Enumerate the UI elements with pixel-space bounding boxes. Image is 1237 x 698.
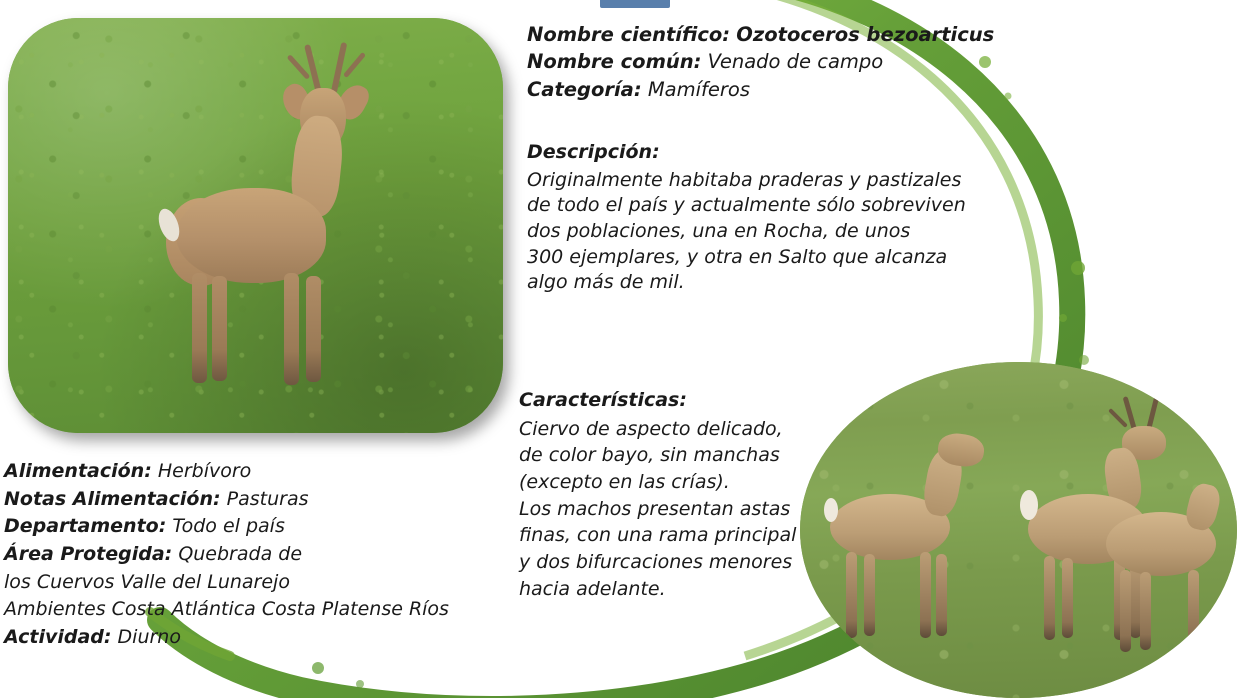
characteristics-line-1: Ciervo de aspecto delicado, (519, 417, 783, 440)
protected-area-line (4, 542, 449, 567)
species-header-block (527, 22, 994, 104)
scientific-name-label: Nombre científico: (527, 23, 731, 46)
top-decoration-fragment (600, 0, 670, 8)
common-name-value: Venado de campo (707, 50, 884, 74)
common-name-line (527, 49, 994, 74)
characteristics-heading: Características: (519, 389, 687, 411)
description-line-2: de todo el país y actualmente sólo sobreviven (527, 194, 966, 217)
department-label: Departamento: (4, 515, 167, 538)
description-heading: Descripción: (527, 141, 660, 163)
characteristics-line-5: finas, con una rama principal (519, 524, 797, 547)
environments-value: Ambientes Costa Atlántica Costa Platense Ríos (4, 598, 449, 621)
characteristics-line-6: y dos bifurcaciones menores (519, 551, 793, 574)
characteristics-line-4: Los machos presentan astas (519, 497, 791, 520)
common-name-label: Nombre común: (527, 50, 702, 74)
main-deer-photo (8, 18, 503, 433)
feeding-notes-label: Notas Alimentación: (4, 487, 221, 510)
secondary-deer-photo (800, 362, 1237, 698)
feeding-notes-value: Pasturas (226, 487, 309, 510)
description-line-1: Originalmente habitaba praderas y pastizales (527, 168, 962, 191)
description-line-3: dos poblaciones, una en Rocha, de unos (527, 220, 911, 243)
deer-illustration (158, 48, 418, 398)
activity-line (4, 625, 449, 650)
description-line-4: 300 ejemplares, y otra en Salto que alcanza (527, 245, 948, 268)
characteristics-block (519, 388, 796, 604)
feeding-notes-line (4, 487, 449, 512)
details-block (4, 459, 449, 653)
protected-area-value-2: los Cuervos Valle del Lunarejo (4, 570, 290, 593)
category-value: Mamíferos (647, 77, 750, 101)
characteristics-line-2: de color bayo, sin manchas (519, 444, 780, 467)
protected-area-value-1: Quebrada de (178, 543, 303, 566)
description-block (527, 140, 966, 296)
characteristics-line-7: hacia adelante. (519, 577, 666, 600)
feeding-line (4, 459, 449, 484)
activity-label: Actividad: (4, 626, 112, 649)
activity-value: Diurno (117, 626, 181, 649)
department-line (4, 514, 449, 539)
feeding-label: Alimentación: (4, 460, 152, 482)
category-label: Categoría: (527, 77, 642, 101)
protected-area-label: Área Protegida: (4, 543, 173, 566)
description-line-5: algo más de mil. (527, 271, 685, 294)
scientific-name-value: Ozotoceros bezoarticus (736, 23, 995, 46)
deer-left (820, 432, 1000, 642)
department-value: Todo el país (172, 515, 285, 538)
feeding-value: Herbívoro (157, 460, 252, 482)
category-line (527, 77, 994, 102)
characteristics-line-3: (excepto en las crías). (519, 471, 730, 494)
scientific-name-line (527, 22, 994, 47)
deer-rear (1100, 482, 1237, 662)
